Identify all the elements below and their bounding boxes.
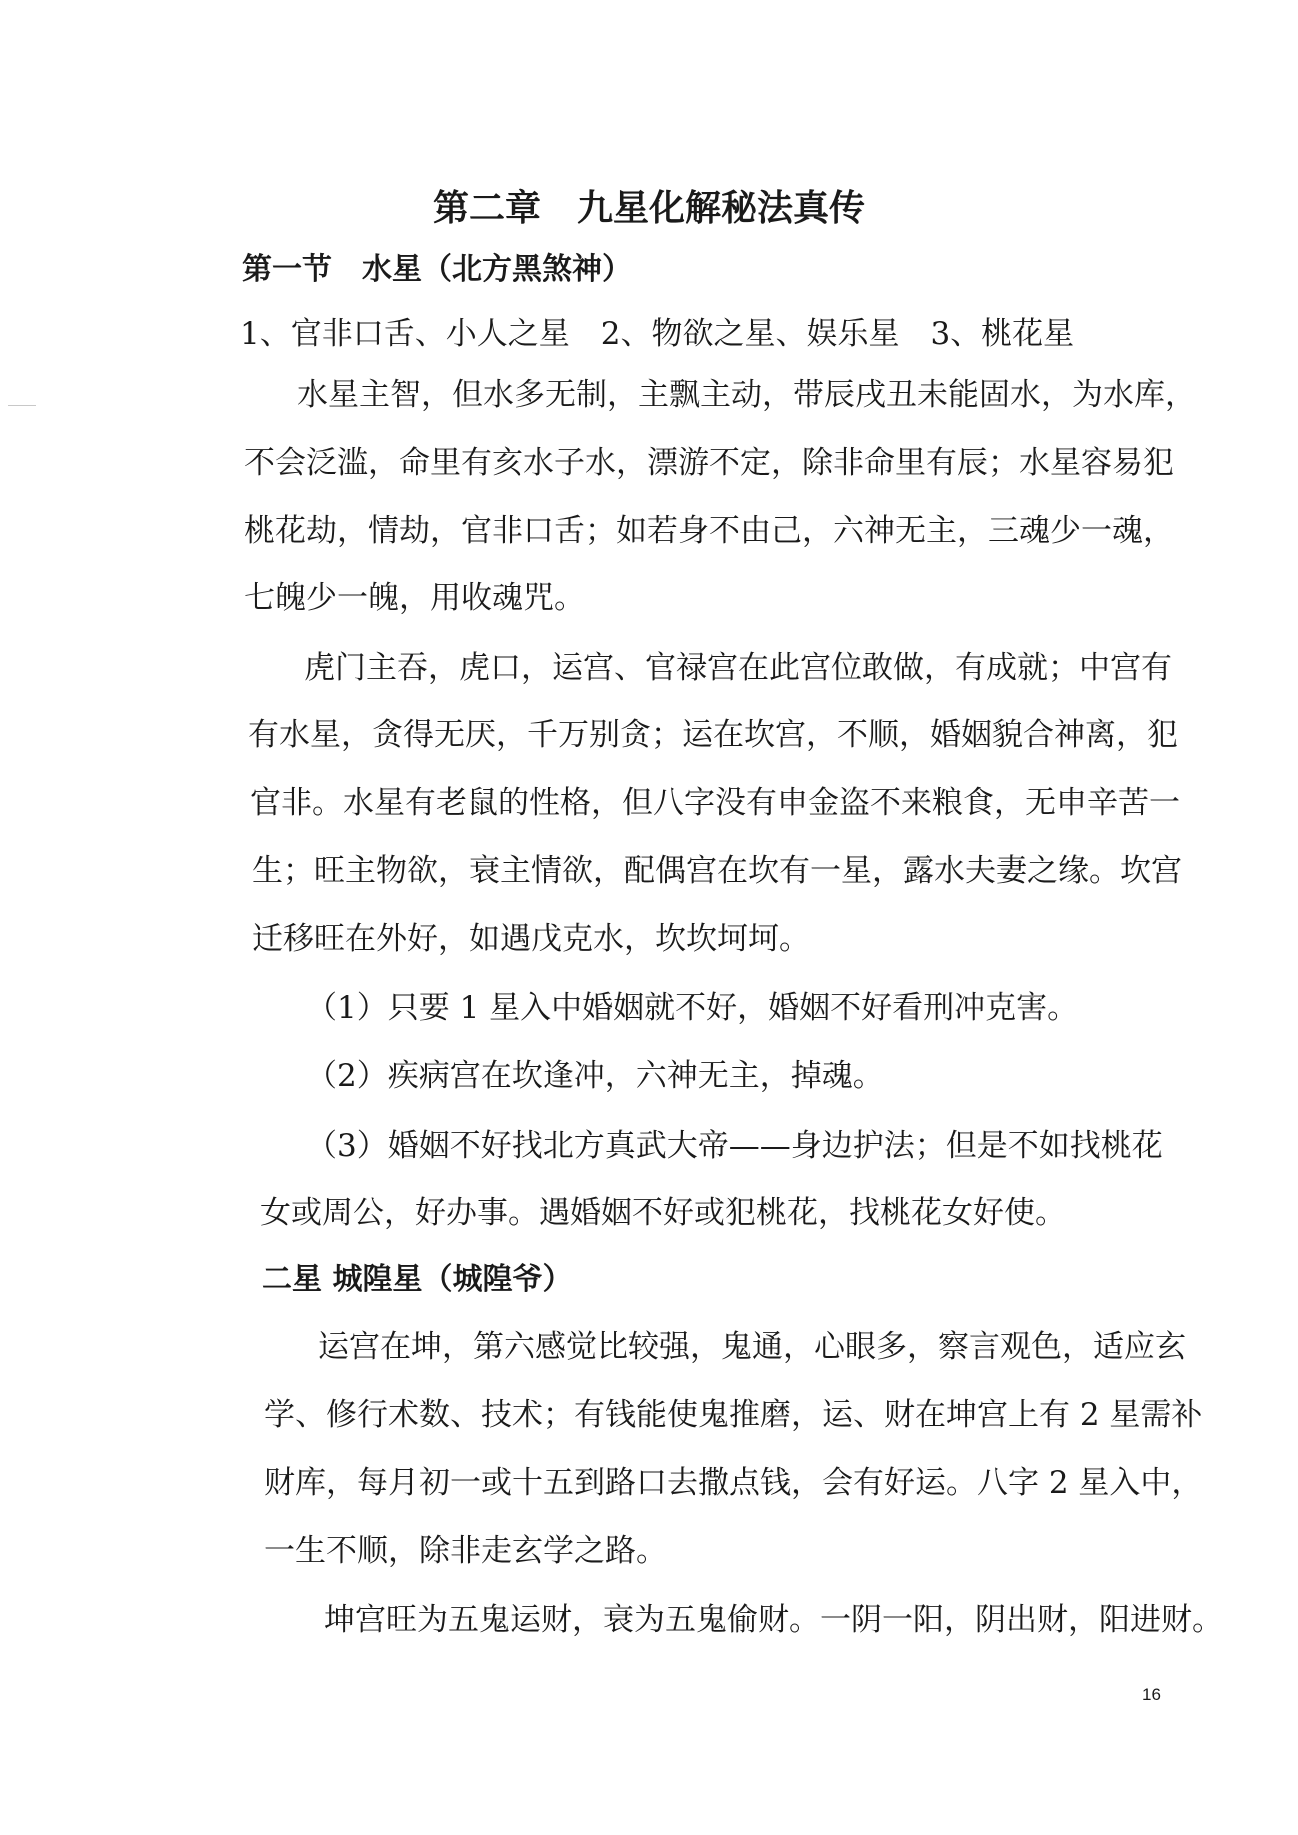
- city-god-star-paragraph-1-line-1: 运宫在坤，第六感觉比较强，鬼通，心眼多，察言观色，适应玄: [318, 1329, 1186, 1365]
- chapter-title: 第二章 九星化解秘法真传: [432, 188, 865, 229]
- water-star-item-3-line-1: （3）婚姻不好找北方真武大帝——身边护法；但是不如找桃花: [306, 1128, 1163, 1164]
- scan-margin-mark: [8, 405, 36, 406]
- water-star-paragraph-2-line-3: 官非。水星有老鼠的性格，但八字没有申金盗不来粮食，无申辛苦一: [250, 785, 1180, 821]
- water-star-item-3-line-2: 女或周公，好办事。遇婚姻不好或犯桃花，找桃花女好使。: [260, 1195, 1066, 1231]
- water-star-paragraph-1-line-2: 不会泛滥，命里有亥水子水，漂游不定，除非命里有辰；水星容易犯: [244, 445, 1174, 481]
- water-star-paragraph-2-line-5: 迁移旺在外好，如遇戊克水，坎坎坷坷。: [252, 921, 810, 957]
- water-star-item-1: （1）只要 1 星入中婚姻就不好，婚姻不好看刑冲克害。: [306, 990, 1079, 1026]
- water-star-paragraph-2-line-4: 生；旺主物欲，衰主情欲，配偶宫在坎有一星，露水夫妻之缘。坎宫: [252, 853, 1182, 889]
- water-star-paragraph-1-line-4: 七魄少一魄，用收魂咒。: [244, 580, 585, 616]
- section-heading-water-star: 第一节 水星（北方黑煞神）: [242, 252, 632, 287]
- city-god-star-paragraph-1-line-4: 一生不顺，除非走玄学之路。: [264, 1533, 667, 1569]
- water-star-item-2: （2）疾病宫在坎逢冲，六神无主，掉魂。: [306, 1058, 884, 1094]
- city-god-star-paragraph-2: 坤宫旺为五鬼运财，衰为五鬼偷财。一阴一阳，阴出财，阳进财。: [324, 1602, 1223, 1638]
- water-star-paragraph-1-line-3: 桃花劫，情劫，官非口舌；如若身不由己，六神无主，三魂少一魂，: [244, 513, 1174, 549]
- water-star-attributes-list: 1、官非口舌、小人之星 2、物欲之星、娱乐星 3、桃花星: [240, 316, 1075, 352]
- section-heading-city-god-star: 二星 城隍星（城隍爷）: [262, 1262, 573, 1297]
- city-god-star-paragraph-1-line-2: 学、修行术数、技术；有钱能使鬼推磨，运、财在坤宫上有 2 星需补: [264, 1397, 1203, 1433]
- city-god-star-paragraph-1-line-3: 财库，每月初一或十五到路口去撒点钱，会有好运。八字 2 星入中，: [264, 1465, 1203, 1501]
- water-star-paragraph-2-line-1: 虎门主吞，虎口，运宫、官禄宫在此宫位敢做，有成就；中宫有: [304, 650, 1172, 686]
- page-number: 16: [1142, 1685, 1161, 1704]
- water-star-paragraph-2-line-2: 有水星，贪得无厌，千万别贪；运在坎宫，不顺，婚姻貌合神离，犯: [248, 717, 1178, 753]
- water-star-paragraph-1-line-1: 水星主智，但水多无制，主飘主动，带辰戌丑未能固水，为水库，: [297, 377, 1196, 413]
